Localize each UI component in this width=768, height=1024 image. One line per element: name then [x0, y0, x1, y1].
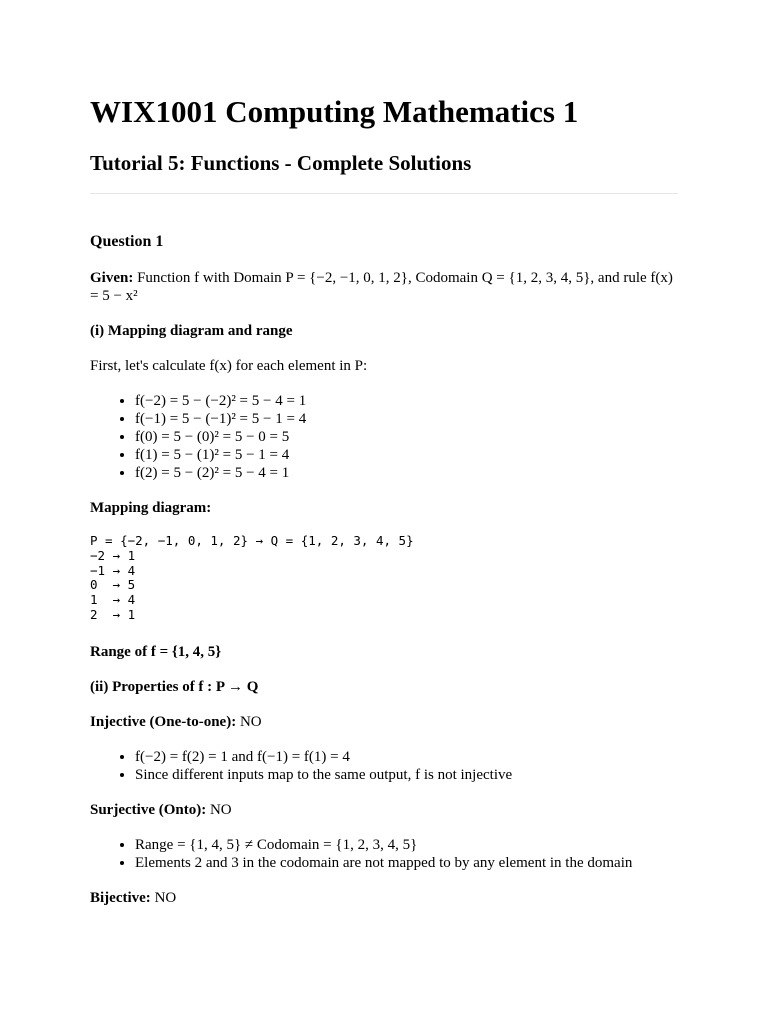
- list-item: • f(0) = 5 − (0)² = 5 − 0 = 5: [135, 428, 678, 446]
- range-line: [90, 643, 678, 661]
- list-item: • f(−2) = 5 − (−2)² = 5 − 4 = 1: [135, 392, 678, 410]
- mapping-line: −2 → 1: [90, 547, 136, 563]
- list-item: • Elements 2 and 3 in the codomain are not mapped to by any element in the domain: [135, 854, 678, 872]
- list-item: • f(2) = 5 − (2)² = 5 − 4 = 1: [135, 464, 678, 482]
- part-ii-heading-text: (ii) Properties of f : P → Q: [90, 678, 259, 695]
- given-text: Function f with Domain P = {−2, −1, 0, 1, 2}, Codomain Q = {1, 2, 3, 4, 5}, and rule f(x) = 5 − x²: [90, 270, 673, 304]
- list-item: • f(−1) = 5 − (−1)² = 5 − 1 = 4: [135, 410, 678, 428]
- range-text: Range of f = {1, 4, 5}: [90, 643, 222, 660]
- injective-label: Injective (One-to-one):: [90, 713, 237, 730]
- list-item: • Since different inputs map to the same output, f is not injective: [135, 766, 678, 784]
- mapping-line: P = {−2, −1, 0, 1, 2} → Q = {1, 2, 3, 4, 5}: [90, 533, 414, 548]
- bijective-value: NO: [150, 889, 177, 906]
- document-subtitle: Tutorial 5: Functions - Complete Solutions: [90, 151, 472, 175]
- given-label: Given:: [90, 270, 134, 286]
- calculation-list: [90, 392, 678, 482]
- question-heading: Question 1: [90, 233, 164, 250]
- mapping-diagram: [90, 534, 678, 623]
- surjective-label: Surjective (Onto):: [90, 801, 207, 818]
- list-item: • f(−2) = f(2) = 1 and f(−1) = f(1) = 4: [135, 748, 678, 766]
- injective-value: NO: [236, 713, 262, 730]
- mapping-line: 1 → 4: [90, 592, 136, 608]
- list-item: • f(1) = 5 − (1)² = 5 − 1 = 4: [135, 446, 678, 464]
- surjective-reasons-list: [90, 836, 678, 872]
- part-i-heading-text: (i) Mapping diagram and range: [90, 323, 293, 339]
- mapping-line: 0 → 5: [90, 577, 136, 593]
- part-i-heading: [90, 322, 678, 340]
- intro-text: First, let's calculate f(x) for each element in P:: [90, 358, 368, 374]
- list-item: • Range = {1, 4, 5} ≠ Codomain = {1, 2, 3, 4, 5}: [135, 836, 678, 854]
- surjective-line: [90, 801, 678, 819]
- part-ii-heading: [90, 678, 678, 696]
- mapping-line: 2 → 1: [90, 606, 136, 622]
- injective-line: [90, 713, 678, 731]
- document-title: WIX1001 Computing Mathematics 1: [90, 94, 579, 129]
- surjective-value: NO: [206, 801, 232, 818]
- mapping-heading-text: Mapping diagram:: [90, 500, 212, 516]
- mapping-line: −1 → 4: [90, 562, 136, 578]
- injective-reasons-list: [90, 748, 678, 784]
- given-paragraph: [90, 269, 678, 305]
- divider: [90, 193, 678, 194]
- bijective-line: [90, 889, 678, 907]
- bijective-label: Bijective:: [90, 889, 151, 906]
- mapping-heading: [90, 499, 678, 517]
